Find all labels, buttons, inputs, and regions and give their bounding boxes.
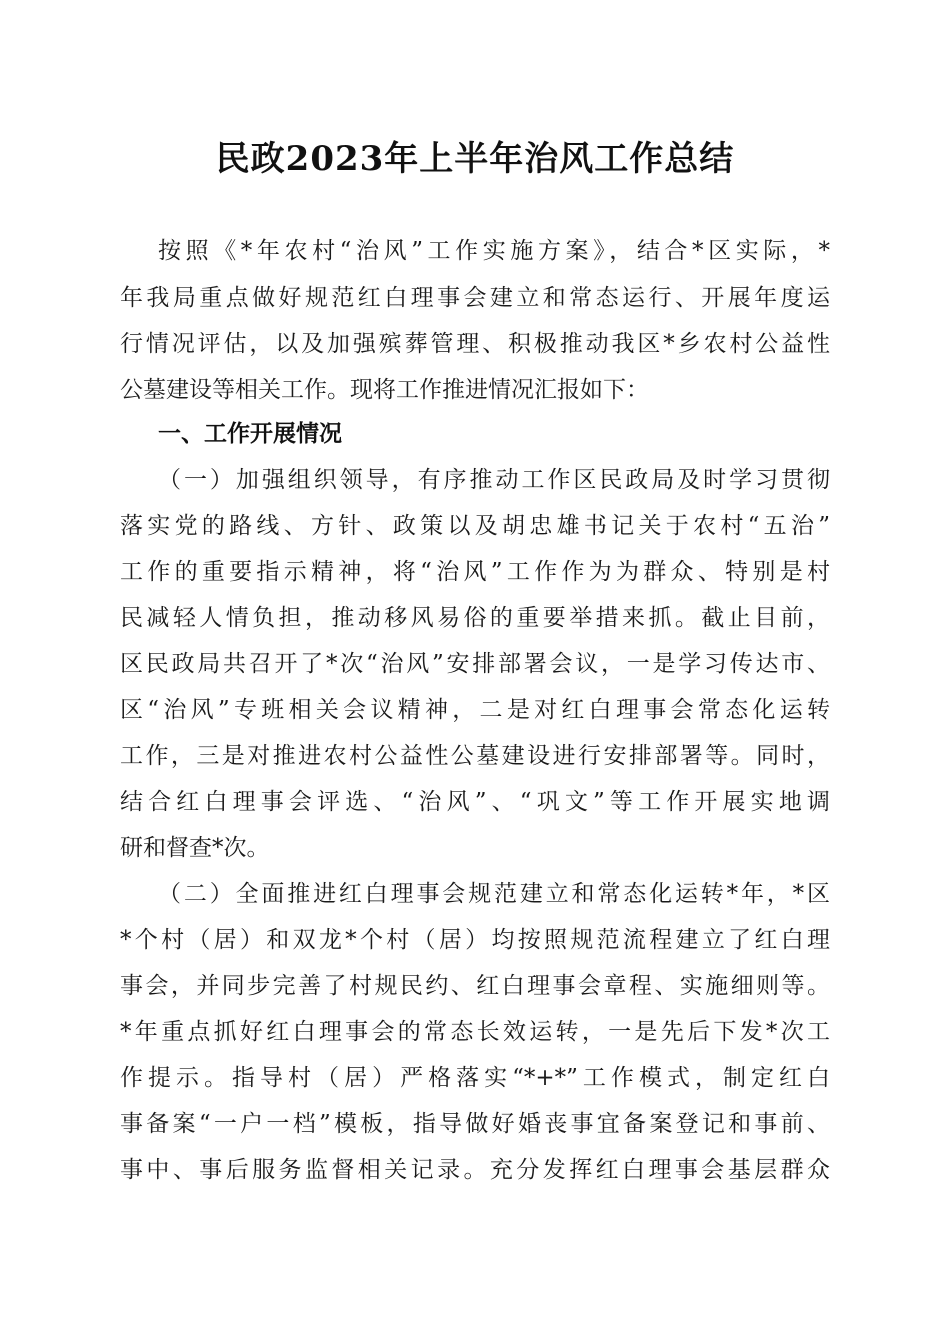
para-2-line-5: 作提示。指导村（居）严格落实“*+*”工作模式，制定红白 (120, 1065, 830, 1091)
para-1-line-2: 落实党的路线、方针、政策以及胡忠雄书记关于农村“五治” (120, 513, 830, 539)
para-2-line-2: *个村（居）和双龙*个村（居）均按照规范流程建立了红白理 (120, 927, 830, 953)
document-title: 民政2023年上半年治风工作总结 (215, 139, 735, 179)
para-1-line-4: 民减轻人情负担，推动移风易俗的重要举措来抓。截止目前， (120, 605, 830, 631)
intro-line-1: 按照《*年农村“治风”工作实施方案》，结合*区实际，* (158, 238, 830, 264)
intro-line-2: 年我局重点做好规范红白理事会建立和常态运行、开展年度运 (120, 285, 830, 311)
para-1-line-6: 区“治风”专班相关会议精神，二是对红白理事会常态化运转 (120, 697, 830, 723)
para-1-line-9: 研和督查*次。 (120, 835, 270, 861)
para-1-line-1: （一）加强组织领导，有序推动工作区民政局及时学习贯彻 (158, 467, 830, 493)
para-1-line-3: 工作的重要指示精神，将“治风”工作作为为群众、特别是村 (120, 559, 830, 585)
para-2-line-4: *年重点抓好红白理事会的常态长效运转，一是先后下发*次工 (120, 1019, 830, 1045)
intro-line-4: 公墓建设等相关工作。现将工作推进情况汇报如下： (120, 377, 649, 403)
para-2-line-6: 事备案“一户一档”模板，指导做好婚丧事宜备案登记和事前、 (120, 1111, 830, 1137)
para-1-line-5: 区民政局共召开了*次“治风”安排部署会议，一是学习传达市、 (120, 651, 830, 677)
para-1-line-8: 结合红白理事会评选、“治风”、“巩文”等工作开展实地调 (120, 789, 830, 815)
section-heading-1: 一、工作开展情况 (158, 421, 342, 447)
para-2-line-1: （二）全面推进红白理事会规范建立和常态化运转*年，*区 (158, 881, 830, 907)
para-2-line-7: 事中、事后服务监督相关记录。充分发挥红白理事会基层群众 (120, 1157, 830, 1183)
para-1-line-7: 工作，三是对推进农村公益性公墓建设进行安排部署等。同时， (120, 743, 830, 769)
intro-line-3: 行情况评估，以及加强殡葬管理、积极推动我区*乡农村公益性 (120, 331, 830, 357)
para-2-line-3: 事会，并同步完善了村规民约、红白理事会章程、实施细则等。 (120, 973, 830, 999)
